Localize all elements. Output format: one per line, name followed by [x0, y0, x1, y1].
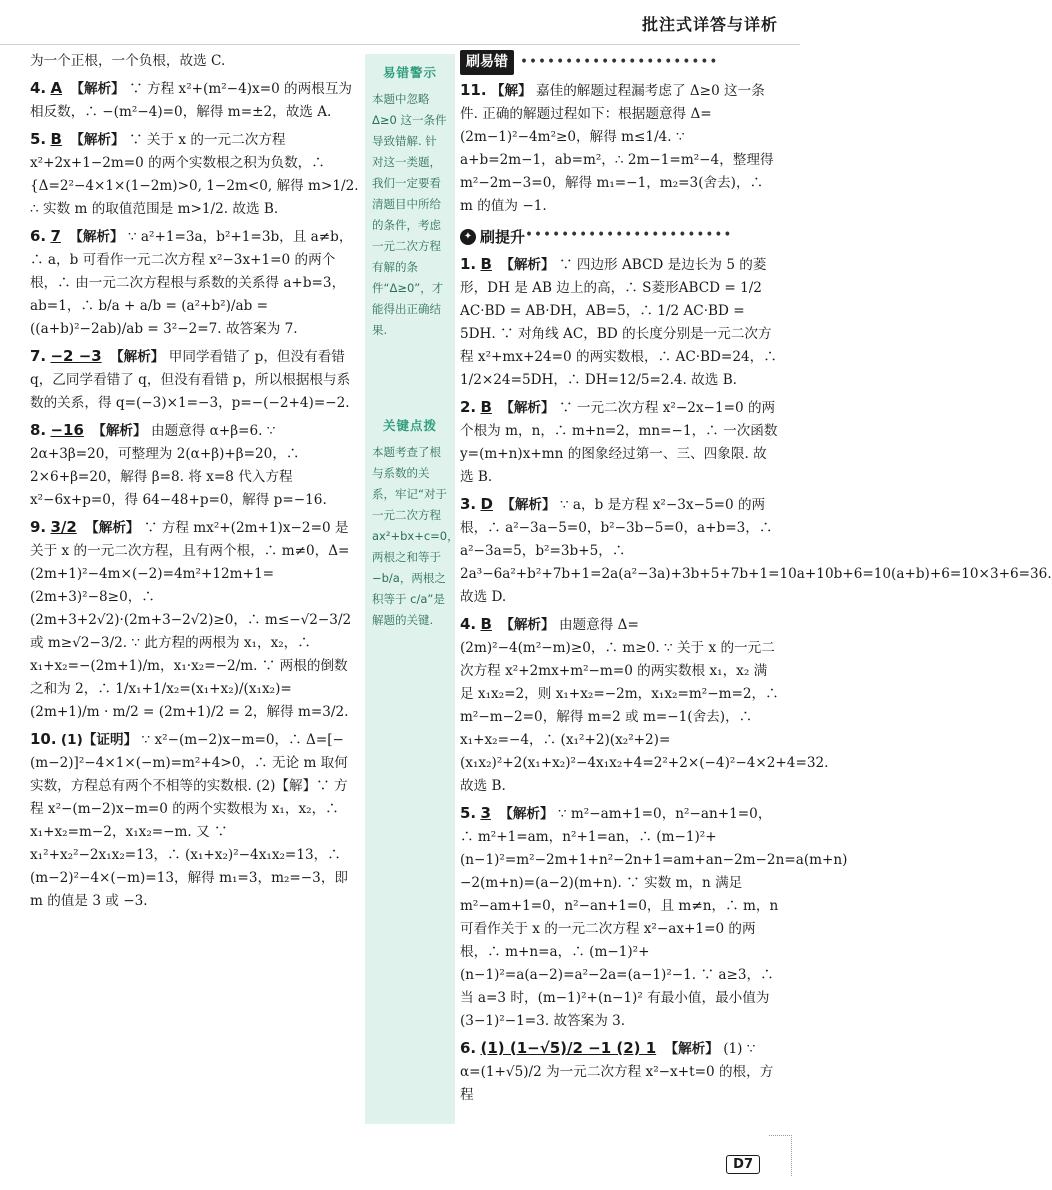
solution-text: 甲同学看错了 p，但没有看错 q，乙同学看错了 q，但没有看错 p，所以根据根与系数的关系，得 q=(−3)×1=−3，p=−(−2+4)=−2.: [30, 349, 351, 411]
solution-text: 由题意得 α+β=6. ∵ 2α+3β=20，可整理为 2(α+β)+β=20，∴ 2×6+β=20，解得 β=8. 将 x=8 代入方程 x²−6x+p=0，得 64−48+p=0，解得 p=−16.: [30, 423, 327, 508]
improve-problem-3: [460, 493, 1052, 609]
mistake-warning-text: 本题中忽略 Δ≥0 这一条件导致错解. 针对这一类题，我们一定要看清题目中所给的条件，考虑一元二次方程有解的条件“Δ≥0”，才能得出正确结果.: [372, 92, 447, 337]
analysis-tag: 【解析】: [70, 81, 125, 97]
problem-4: [30, 77, 360, 124]
solution-text: ∵ 一元二次方程 x²−2x−1=0 的两个根为 m，n，∴ m+n=2，mn=−1，∴ 一次函数 y=(m+n)x+mn 的图象经过第一、三、四象限. 故选 B.: [460, 399, 778, 485]
answer: 3/2: [50, 518, 77, 536]
improve-problem-6: [460, 1037, 780, 1107]
solution-text: ∵ x²−(m−2)x−m=0，∴ Δ=[−(m−2)]²−4×1×(−m)=m²+4>0，∴ 无论 m 取何实数，方程总有两个不相等的实数根. (2)【解】∵ 方程 x²−(m−2)x−m=0 的两个实数根为 x₁，x₂，∴ x₁+x₂=m−2，x₁x₂=−m. 又 ∵ x₁²+x₂²−2x₁x₂=13，∴ (x₁+x₂)²−4x₁x₂=13，∴ (m−2)²−4×(−m)=13，解得 m₁=3，m₂=−3，即 m 的值是 3 或 −3.: [30, 732, 349, 909]
problem-number: 4.: [460, 614, 477, 633]
answer: (1) (1−√5)/2 −1 (2) 1: [480, 1038, 657, 1057]
analysis-tag: 【解析】: [69, 229, 124, 245]
problem-number: 11.: [460, 81, 487, 99]
improve-problem-5: [460, 802, 848, 1033]
header-divider: [0, 44, 800, 45]
gear-icon: ✦: [460, 229, 476, 245]
problem-number: 2.: [460, 397, 477, 416]
solution-text: 由题意得 Δ=(2m)²−4(m²−m)≥0，∴ m≥0. ∵ 关于 x 的一元二次方程 x²+2mx+m²−m=0 的两实数根 x₁，x₂ 满足 x₁x₂=2，则 x₁+x₂=−2m，x₁x₂=m²−m=2，∴ m²−m−2=0，解得 m=2 或 m=−1(舍去)，∴ x₁+x₂=−4，∴ (x₁²+2)(x₂²+2)=(x₁x₂)²+2(x₁+x₂)²−4x₁x₂+4=2²+2×(−4)²−4×2+4=32. 故选 B.: [460, 616, 829, 794]
proof-tag: (1)【证明】: [60, 732, 138, 748]
problem-7: [30, 345, 360, 415]
corner-decoration: [769, 1135, 792, 1176]
problem-number: 5.: [30, 130, 47, 148]
analysis-tag: 【解析】: [500, 399, 555, 416]
analysis-tag: 【解析】: [500, 256, 555, 273]
problem-number: 5.: [460, 803, 477, 822]
improve-problem-2: [460, 396, 780, 489]
analysis-tag: 【解析】: [92, 423, 147, 439]
problem-6: [30, 225, 360, 341]
answer: −16: [50, 421, 84, 439]
key-point-text: 本题考查了根与系数的关系，牢记“对于一元二次方程 ax²+bx+c=0，两根之和等于 −b/a，两根之积等于 c/a”是解题的关键.: [372, 445, 459, 627]
problem-11: [460, 79, 780, 218]
answer: 7: [50, 227, 61, 245]
analysis-tag: 【解析】: [501, 496, 556, 513]
analysis-tag: 【解析】: [85, 520, 140, 536]
solution-text: (1) ∵ α=(1+√5)/2 为一元二次方程 x²−x+t=0 的根，方程: [460, 1040, 774, 1103]
solution-text: ∵ 方程 x²+(m²−4)x=0 的两根互为相反数，∴ −(m²−4)=0，解得 m=±2，故选 A.: [30, 81, 353, 120]
answer: A: [50, 79, 63, 97]
analysis-tag: 【解析】: [110, 349, 165, 365]
solution-text: ∵ 四边形 ABCD 是边长为 5 的菱形，DH 是 AB 边上的高，∴ S菱形ABCD = 1/2 AC·BD = AB·DH，AB=5，∴ 1/2 AC·BD = 5DH. ∵ 对角线 AC，BD 的长度分别是一元二次方程 x²+mx+24=0 的两实数根，∴ AC·BD=24，∴ 1/2×24=5DH，∴ DH=12/5=2.4. 故选 B.: [460, 256, 777, 388]
intro-line: 为一个正根，一个负根，故选 C.: [30, 53, 226, 69]
solution-text: 嘉佳的解题过程漏考虑了 Δ≥0 这一条件. 正确的解题过程如下：根据题意得 Δ=(2m−1)²−4m²≥0，解得 m≤1/4. ∵ a+b=2m−1，ab=m²，∴ 2m−1=m²−4，整理得 m²−2m−3=0，解得 m₁=−1，m₂=3(舍去)，∴ m 的值为 −1.: [460, 83, 774, 214]
problem-number: 9.: [30, 518, 47, 536]
solution-text: ∵ a²+1=3a，b²+1=3b，且 a≠b，∴ a，b 可看作一元二次方程 x²−3x+1=0 的两个根，∴ 由一元二次方程根与系数的关系得 a+b=3，ab=1，∴ b/a + a/b = (a²+b²)/ab = ((a+b)²−2ab)/ab = 3²−2=7. 故答案为 7.: [30, 229, 353, 337]
solution-text: ∵ a，b 是方程 x²−3x−5=0 的两根，∴ a²−3a−5=0，b²−3b−5=0，a+b=3，∴ a²−3a=5，b²=3b+5，∴ 2a³−6a²+b²+7b+1=2a(a²−3a)+3b+5+7b+1=10a+10b+6=10(a+b)+6=10×3+6=36. 故选 D.: [460, 496, 1052, 605]
page-number: D7: [726, 1155, 760, 1174]
answer: B: [50, 130, 62, 148]
problem-number: 8.: [30, 421, 47, 439]
answer: −2 −3: [50, 347, 102, 365]
answer: B: [480, 397, 492, 416]
problem-number: 3.: [460, 494, 477, 513]
problem-number: 6.: [30, 227, 47, 245]
section-title: 刷提升: [480, 227, 526, 246]
problem-9: [30, 516, 360, 724]
answer: B: [480, 614, 492, 633]
improve-problem-1: [460, 253, 780, 392]
solution-text: ∵ 关于 x 的一元二次方程 x²+2x+1−2m=0 的两个实数根之积为负数，∴ {Δ=2²−4×1×(1−2m)>0, 1−2m<0, 解得 m>1/2. ∴ 实数 m 的取值范围是 m>1/2. 故选 B.: [30, 132, 359, 217]
section-title: 刷易错: [460, 50, 514, 75]
dotted-rule: •••••••••••••••••••••••: [525, 227, 733, 243]
mistake-warning-box: [365, 54, 455, 347]
mistake-warning-title: 易错警示: [382, 65, 437, 80]
problem-8: [30, 419, 360, 512]
analysis-tag: 【解析】: [499, 805, 554, 822]
key-point-box: [365, 407, 459, 637]
problem-number: 4.: [30, 79, 47, 97]
page-header-title: 批注式详答与详析: [641, 15, 778, 34]
answer: B: [480, 254, 492, 273]
solution-text: ∵ m²−am+1=0，n²−an+1=0，∴ m²+1=am，n²+1=an，∴ (m−1)²+(n−1)²=m²−2m+1+n²−2n+1=am+an−2m−2n=a(m+n)−2(m+n)=(a−2)(m+n). ∵ 实数 m，n 满足 m²−am+1=0，n²−an+1=0，且 m≠n，∴ m，n 可看作关于 x 的一元二次方程 x²−ax+1=0 的两根，∴ m+n=a，∴ (m−1)²+(n−1)²=a(a−2)=a²−2a=(a−1)²−1. ∵ a≥3，∴ 当 a=3 时，(m−1)²+(n−1)² 有最小值，最小值为 (3−1)²−1=3. 故答案为 3.: [460, 805, 848, 1029]
analysis-tag: 【解析】: [500, 616, 555, 633]
answer: D: [480, 494, 493, 513]
section-easy-mistakes: [460, 50, 780, 75]
improve-problem-4: [460, 613, 829, 798]
key-point-title: 关键点拨: [382, 418, 437, 433]
solution-text: ∵ 方程 mx²+(2m+1)x−2=0 是关于 x 的一元二次方程，且有两个根，∴ m≠0，Δ=(2m+1)²−4m×(−2)=4m²+12m+1=(2m+3)²−8≥0，∴ (2m+3+2√2)·(2m+3−2√2)≥0，∴ m≤−√2−3/2 或 m≥√2−3/2. ∵ 此方程的两根为 x₁，x₂，∴ x₁+x₂=−(2m+1)/m，x₁·x₂=−2/m. ∵ 两根的倒数之和为 2，∴ 1/x₁+1/x₂=(x₁+x₂)/(x₁x₂)=(2m+1)/m · m/2 = (2m+1)/2 = 2，解得 m=3/2.: [30, 520, 352, 720]
answer: 3: [480, 803, 491, 822]
problem-number: 1.: [460, 254, 477, 273]
problem-number: 7.: [30, 347, 47, 365]
analysis-tag: 【解析】: [664, 1040, 719, 1057]
dotted-rule: ••••••••••••••••••••••: [520, 54, 719, 70]
problem-5: [30, 128, 360, 221]
right-column: [460, 50, 1052, 1111]
problem-number: 6.: [460, 1038, 477, 1057]
section-title-wrap: [460, 226, 525, 249]
problem-10: [30, 728, 360, 913]
side-notes: [365, 54, 459, 1124]
section-improve: [460, 224, 780, 249]
left-column: [30, 50, 360, 917]
problem-number: 10.: [30, 730, 57, 748]
solution-tag: 【解】: [490, 83, 532, 99]
analysis-tag: 【解析】: [70, 132, 125, 148]
